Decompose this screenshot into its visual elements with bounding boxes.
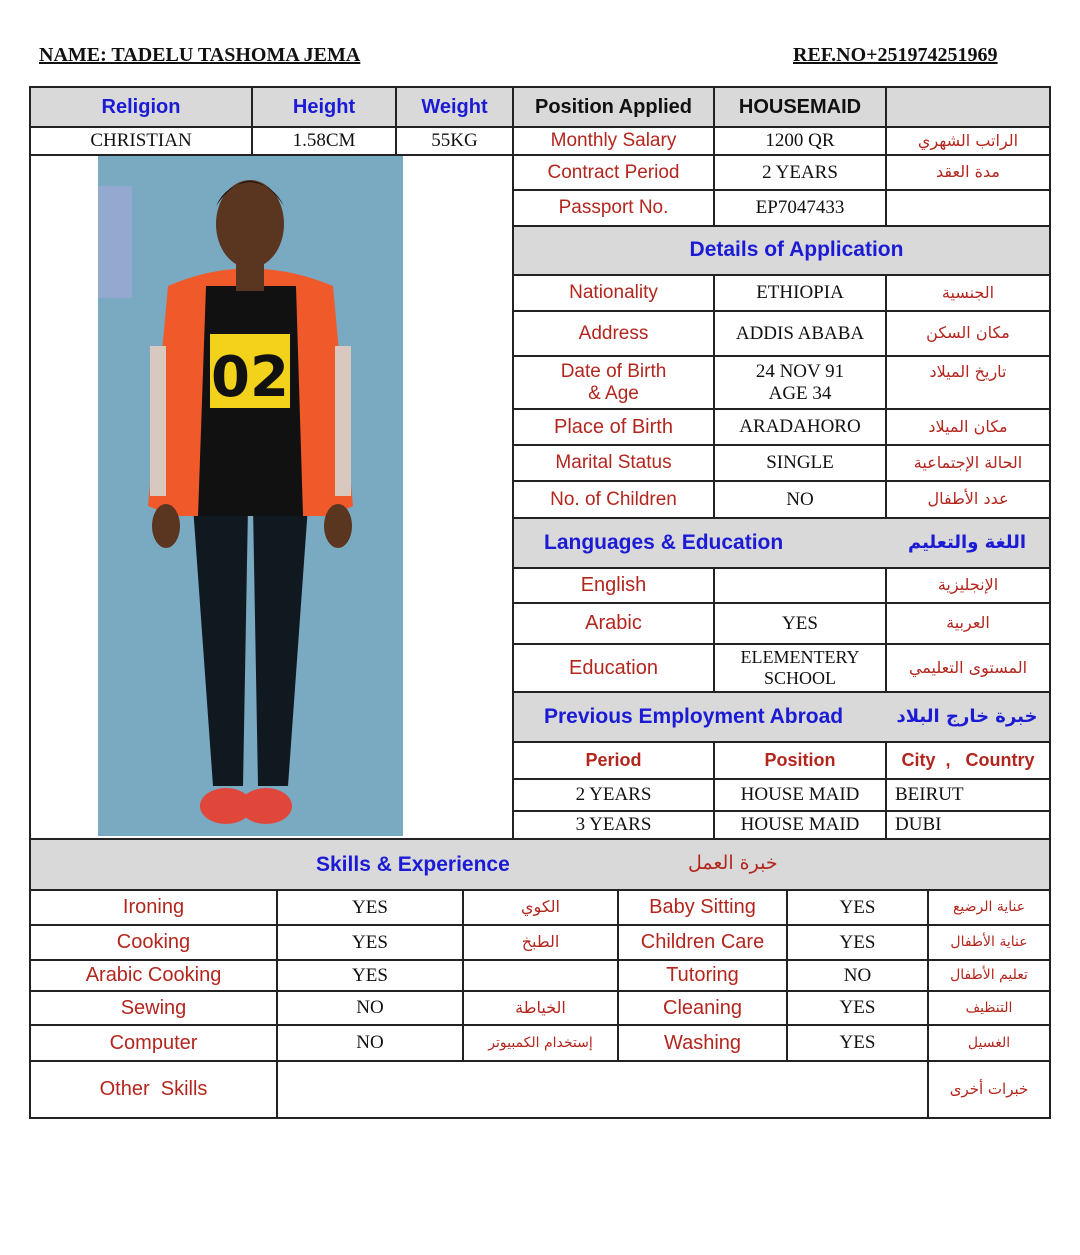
contract-period-value: 2 YEARS [713,154,887,191]
skill-value: YES [786,990,929,1026]
skill-arabic: تعليم الأطفال [927,959,1051,992]
skill-value: YES [276,924,464,961]
detail-arabic: تاريخ الميلاد [885,355,1051,410]
language-value [713,567,887,604]
employment-period: 3 YEARS [512,810,715,840]
employment-col-city: City , Country [885,741,1051,780]
detail-value: ADDIS ABABA [713,310,887,357]
skill-value: YES [786,889,929,926]
skill-value: NO [276,1024,464,1062]
skill-arabic [462,959,619,992]
skill-value: NO [276,990,464,1026]
skill-label: Washing [617,1024,788,1062]
skill-value: YES [786,1024,929,1062]
other-skills-value [276,1060,929,1119]
contract-period-arabic: مدة العقد [885,154,1051,191]
skill-label: Ironing [29,889,278,926]
skills-section-title: Skills & Experience [316,853,510,876]
skill-arabic: الخياطة [462,990,619,1026]
skill-label: Cleaning [617,990,788,1026]
language-arabic: الإنجليزية [885,567,1051,604]
employment-section-title: Previous Employment Abroad [512,691,887,743]
languages-section-title-arabic: اللغة والتعليم [885,517,1051,569]
jersey-number: 02 [211,345,289,410]
skill-arabic: التنظيف [927,990,1051,1026]
skill-label: Tutoring [617,959,788,992]
skill-label: Computer [29,1024,278,1062]
detail-label: Nationality [512,274,715,312]
weight-value: 55KG [395,126,514,156]
detail-value: SINGLE [713,444,887,482]
skill-arabic: عناية الأطفال [927,924,1051,961]
employment-city: BEIRUT [885,778,1051,812]
detail-arabic: الجنسية [885,274,1051,312]
detail-arabic: مكان السكن [885,310,1051,357]
weight-header: Weight [395,86,514,128]
other-skills-arabic: خبرات أخرى [927,1060,1051,1119]
detail-value: NO [713,480,887,519]
language-value: YES [713,602,887,645]
employment-position: HOUSE MAID [713,810,887,840]
detail-label: Marital Status [512,444,715,482]
language-label: Arabic [512,602,715,645]
language-arabic: العربية [885,602,1051,645]
position-applied-arabic [885,86,1051,128]
skill-value: YES [276,959,464,992]
languages-section-title: Languages & Education [512,517,887,569]
skill-arabic: الغسيل [927,1024,1051,1062]
skill-value: YES [786,924,929,961]
employment-period: 2 YEARS [512,778,715,812]
detail-label: Place of Birth [512,408,715,446]
skill-arabic: عناية الرضيع [927,889,1051,926]
height-value: 1.58CM [251,126,397,156]
employment-city: DUBI [885,810,1051,840]
position-applied-label: Position Applied [512,86,715,128]
employment-col-period: Period [512,741,715,780]
passport-arabic [885,189,1051,227]
religion-value: CHRISTIAN [29,126,253,156]
detail-value: ARADAHORO [713,408,887,446]
detail-value: ETHIOPIA [713,274,887,312]
detail-arabic: مكان الميلاد [885,408,1051,446]
height-header: Height [251,86,397,128]
skill-label: Children Care [617,924,788,961]
skill-arabic: إستخدام الكمبيوتر [462,1024,619,1062]
detail-arabic: عدد الأطفال [885,480,1051,519]
skill-value: YES [276,889,464,926]
details-section-title: Details of Application [512,225,1051,276]
reference-number: REF.NO+251974251969 [793,44,998,66]
language-label: English [512,567,715,604]
applicant-name: NAME: TADELU TASHOMA JEMA [39,44,361,66]
detail-arabic: الحالة الإجتماعية [885,444,1051,482]
employment-col-position: Position [713,741,887,780]
religion-header: Religion [29,86,253,128]
detail-label: Address [512,310,715,357]
skill-label: Arabic Cooking [29,959,278,992]
skill-label: Sewing [29,990,278,1026]
monthly-salary-arabic: الراتب الشهري [885,126,1051,156]
education-label: Education [512,643,715,693]
applicant-photo [98,156,403,836]
skill-arabic: الطبخ [462,924,619,961]
position-applied-value: HOUSEMAID [713,86,887,128]
detail-label: Date of Birth & Age [512,355,715,410]
skill-arabic: الكوي [462,889,619,926]
detail-value: 24 NOV 91 AGE 34 [713,355,887,410]
monthly-salary-label: Monthly Salary [512,126,715,156]
education-value: ELEMENTERY SCHOOL [713,643,887,693]
skills-section-bar [29,838,1051,891]
employment-section-title-arabic: خبرة خارج البلاد [885,691,1051,743]
skill-value: NO [786,959,929,992]
monthly-salary-value: 1200 QR [713,126,887,156]
skill-label: Baby Sitting [617,889,788,926]
skills-section-title-arabic: خبرة العمل [688,852,778,874]
contract-period-label: Contract Period [512,154,715,191]
passport-value: EP7047433 [713,189,887,227]
skill-label: Cooking [29,924,278,961]
detail-label: No. of Children [512,480,715,519]
employment-position: HOUSE MAID [713,778,887,812]
other-skills-label: Other Skills [29,1060,278,1119]
education-arabic: المستوى التعليمي [885,643,1051,693]
passport-label: Passport No. [512,189,715,227]
